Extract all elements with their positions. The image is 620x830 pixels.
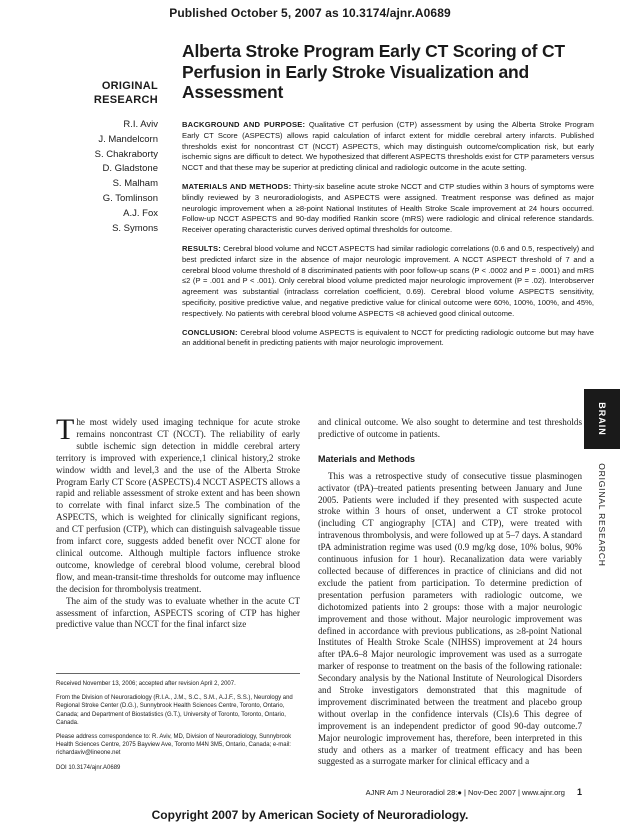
author: S. Symons (112, 222, 158, 234)
section-label-line-2: RESEARCH (93, 94, 158, 106)
abstract-methods (182, 182, 594, 236)
footnote-divider (56, 673, 300, 674)
footnote-correspondence: Please address correspondence to: R. Aviv, MD, Division of Neuroradiology, Sunnybrook Health Sciences Centre, 2075 Bayview Ave, Toronto M4N 3M5, Ontario, Canada; e-mail: richardaviv@lineone.net (56, 734, 292, 757)
abstract-heading: CONCLUSION: (182, 327, 238, 337)
section-label-line-1: ORIGINAL (101, 80, 158, 92)
brain-section-tab (584, 389, 620, 449)
author: G. Tomlinson (102, 192, 158, 204)
footnote-affiliations: From the Division of Neuroradiology (R.I.A., J.M., S.C., S.M., A.J.F., S.S.), Neurology and Regional Stroke Center (D.G.), Sunnybrook Health Sciences Centre, Toronto, Ontario, Canada; and Department of Biostatistics (G.T.), University of Toronto, Toronto, Ontario, Canada. (56, 695, 293, 726)
page-number: 1 (576, 787, 582, 797)
author-list (62, 118, 158, 236)
section-label (62, 79, 158, 107)
published-banner: Published October 5, 2007 as 10.3174/ajnr.A0689 (169, 6, 451, 20)
abstract-heading: BACKGROUND AND PURPOSE: (182, 120, 306, 129)
copyright-banner: Copyright 2007 by American Society of Neuroradiology. (151, 808, 469, 822)
author: S. Malham (112, 178, 158, 190)
abstract-heading: MATERIALS AND METHODS: (182, 181, 292, 191)
body-paragraph (56, 413, 300, 596)
original-research-tab (584, 450, 620, 580)
abstract-results (182, 244, 594, 320)
page-footer (318, 787, 582, 797)
author: R.I. Aviv (123, 119, 158, 130)
original-research-tab-label: ORIGINAL RESEARCH (597, 463, 607, 567)
author: D. Gladstone (102, 163, 158, 175)
body-paragraph: and clinical outcome. We also sought to determine and test thresholds predictive of outcome in patients. (318, 417, 582, 439)
abstract-text: Qualitative CT perfusion (CTP) assessment by using the Alberta Stroke Program Early CT Score (ASPECTS) allows rapid calculation of infarct extent for middle cerebral artery infarcts. Published thresholds exist for noncontrast CT (NCCT) ASPECTS, which may distinguish outcome/complication risk, but early ischemic signs are difficult to detect. We hypothesized that different ASPECTS thresholds exist for CTP parameters versus NCCT and that these may be superior at predicting clinical and radiologic outcome in the acute setting. (182, 120, 594, 173)
body-paragraph: The aim of the study was to evaluate whether in the acute CT assessment of infarction, ASPECTS scoring of CTP has higher predictive value than NCCT for the final infarct size (56, 595, 300, 630)
abstract-heading: RESULTS: (182, 243, 222, 253)
author: A.J. Fox (123, 207, 158, 219)
abstract-background (182, 120, 594, 174)
author: J. Mandelcorn (98, 133, 158, 145)
abstract-text: Cerebral blood volume and NCCT ASPECTS had similar radiologic correlations (0.6 and 0.5, respectively) and best predicted infarct size in the absence of major neurologic improvement. A NCCT ASPECT threshold of 7 and a cerebral blood volume threshold of 8 discriminated patients with poor follow-up scans (P < .0002 and P = .0001) and mRS ≤2 (P = .001 and P < .001). Only cerebral blood volume predicted major neurologic improvement (P = .02). Interobserver agreement was substantial (intraclass correlation coefficient, 0.69). Cerebral blood volume ASPECTS sensitivity, specificity, positive predictive value, and negative predictive value for clinical outcome were 60%, 100%, 100%, and 45%, respectively. No patients with cerebral blood volume ASPECTS <8 achieved good clinical outcome. (182, 243, 594, 318)
body-column-left (56, 413, 300, 631)
abstract-text: Thirty-six baseline acute stroke NCCT and CTP studies within 3 hours of symptoms were blindly reviewed by 3 neuroradiologists, and ASPECTS were assigned. Treatment response was defined as major neurologic improvement when a ≥8-point National Institutes of Health Stroke Scale improvement at 24 hours occurred. Follow-up NCCT ASPECTS and 90-day modified Rankin score (mRS) were radiologic and clinical reference standards. Receiver operating characteristic curves derived optimal thresholds for outcome. (182, 181, 594, 235)
footnote-received: Received November 13, 2006; accepted after revision April 2, 2007. (56, 681, 236, 687)
abstract-text: Cerebral blood volume ASPECTS is equivalent to NCCT for predicting radiologic outcome but may have an additional benefit in predicting patients with major neurologic improvement. (182, 327, 594, 348)
brain-tab-label: BRAIN (597, 402, 607, 436)
footnotes (56, 680, 300, 778)
section-heading: Materials and Methods (318, 453, 416, 464)
drop-cap: T (56, 413, 75, 446)
journal-citation: AJNR Am J Neuroradiol 28:● | Nov-Dec 2007 | www.ajnr.org (365, 788, 565, 797)
abstract-conclusion (182, 328, 594, 350)
abstract (182, 120, 594, 357)
article-title: Alberta Stroke Program Early CT Scoring of CT Perfusion in Early Stroke Visualization and Assessment (182, 41, 565, 102)
body-column-right (318, 417, 582, 768)
body-paragraph: This was a retrospective study of consecutive tissue plasminogen activator (tPA)–treated patients presenting between January and June 2005. Patients were included if they presented with suspected acute stroke within 3 hours of onset, underwent a CT stroke protocol (including CT angiography [CTA] and CTP), were treated with intravenous thrombolysis, and were followed up at 5–7 days. A standard tPA administration regime was used (0.9 mg/kg dose, 10% bolus, 90% continuous infusion for 1 hour). Recanalization data were variably collected because of differences in practice of clinicians and did not exclude the patient from participation. To determine prediction of presentation perfusion parameters with radiologic outcome, we dichotomized patients into 2 groups: those with a major neurologic improvement and those without. Major neurologic improvement was defined in accordance with previous publications, as ≥8-point National Institutes of Health Stroke Scale (NIHSS) improvement at 24 hours after tPA.6–8 Major neurologic improvement was used as a surrogate marker of response to treatment on the basis of the following rationale: Secondary analysis by the National Institute of Neurological Disorders and Stroke investigators demonstrated that this magnitude of improvement discriminated between the treatment and placebo group without overlap in the confidence intervals (CIs).6 This degree of improvement is an independent predictor of good 90-day outcome.7 Major neurologic improvement has, therefore, been interpreted in this study and others as a marker of treatment efficacy and has been suggested as a surrogate marker for clinical efficacy and a (318, 470, 582, 767)
paragraph-text: he most widely used imaging technique for acute stroke remains noncontrast CT (NCCT). The reliability of early subtle ischemic sign detection in middle cerebral artery territory is improved with experience,1 clinical history,2 stroke window width and level,3 and the use of the Alberta Stroke Program Early CT Score (ASPECTS).4 NCCT ASPECTS allows a rapid and reliable assessment of stroke extent and has been shown to correlate with final infarct size.5 The combination of the ASPECTS, which is weighted for clinically significant regions, and CT perfusion (CTP), which can distinguish salvageable tissue from infarct core, suggests added benefit over NCCT alone for clinical outcome. Although multiple factors influence stroke outcome, knowledge of cerebral blood volume, cerebral blood flow, and mean-transit-time thresholds for outcome may influence the decision for thrombolysis treatment. (56, 417, 300, 594)
footnote-doi: DOI 10.3174/ajnr.A0689 (56, 764, 121, 771)
author: S. Chakraborty (94, 148, 158, 160)
